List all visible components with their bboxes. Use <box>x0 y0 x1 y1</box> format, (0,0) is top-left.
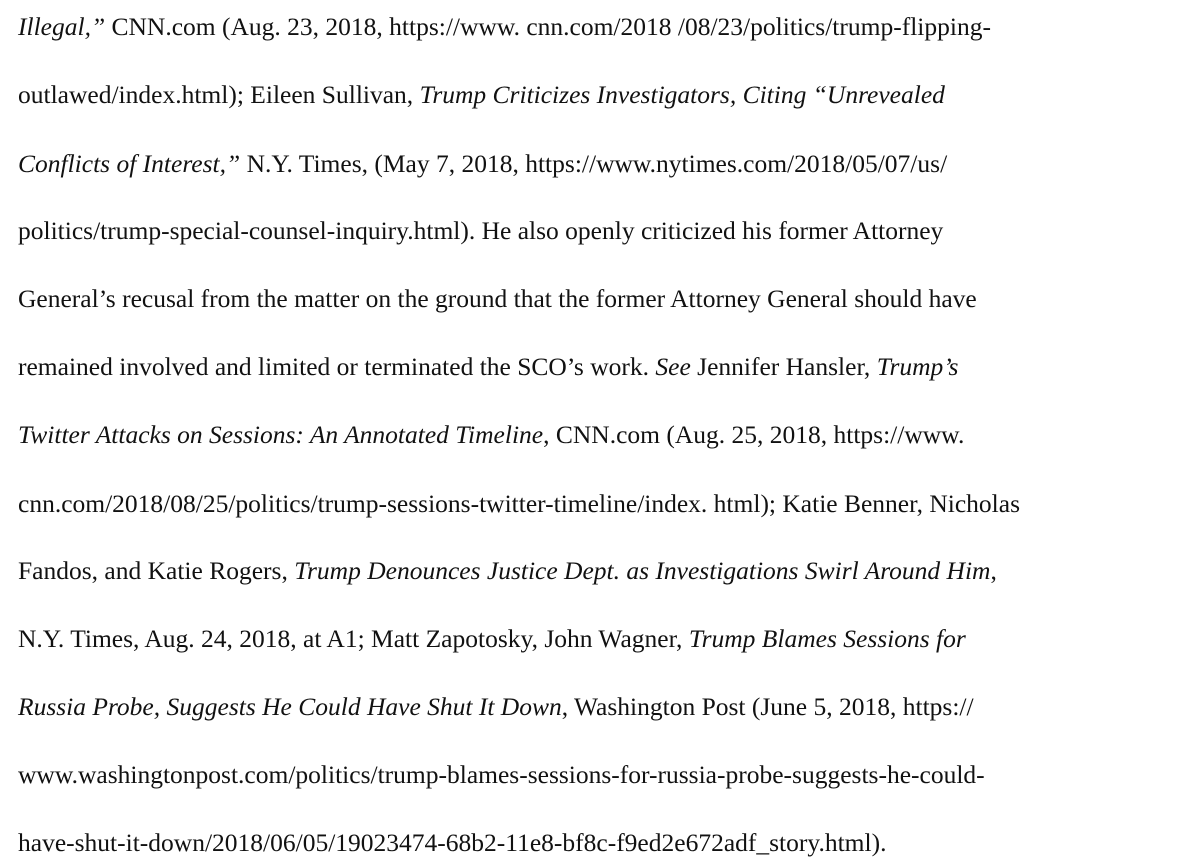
body-text: remained involved and limited or terminated the SCO’s work. <box>18 352 656 381</box>
text-line-7 <box>18 418 964 452</box>
citation-text: Jennifer Hansler, <box>690 352 877 381</box>
text-line-9 <box>18 554 997 588</box>
text-line-1 <box>18 10 991 44</box>
citation-text: , CNN.com (Aug. 25, 2018, https://www. <box>543 420 965 449</box>
body-text: General’s recusal from the matter on the ground that the former Attorney General should have <box>18 284 977 313</box>
signal-see-italic: See <box>655 352 691 381</box>
article-title-italic: Trump Criticizes Investigators, Citing “Unrevealed <box>419 80 945 109</box>
citation-text: Fandos, and Katie Rogers, <box>18 556 295 585</box>
text-line-2 <box>18 78 945 112</box>
citation-text: , Washington Post (June 5, 2018, https:// <box>561 692 974 721</box>
article-title-italic: Trump’s <box>876 352 959 381</box>
citation-url: have-shut-it-down/2018/06/05/19023474-68b2-11e8-bf8c-f9ed2e672adf_story.html). <box>18 828 887 857</box>
text-line-10 <box>18 622 966 656</box>
citation-text: , <box>990 556 997 585</box>
text-line-13 <box>18 826 886 860</box>
text-line-12 <box>18 758 985 792</box>
text-line-8 <box>18 487 1020 521</box>
case-title-italic: Illegal,” <box>18 12 106 41</box>
body-text: politics/trump-special-counsel-inquiry.html). He also openly criticized his former Attorney <box>18 216 944 245</box>
citation-text: outlawed/index.html); Eileen Sullivan, <box>18 80 420 109</box>
article-title-italic: Conflicts of Interest,” <box>18 149 241 178</box>
article-title-italic: Trump Denounces Justice Dept. as Investigations Swirl Around Him <box>294 556 991 585</box>
article-title-italic: Russia Probe, Suggests He Could Have Shut It Down <box>18 692 562 721</box>
citation-text: CNN.com (Aug. 23, 2018, https://www. cnn.com/2018 /08/23/politics/trump-flipping- <box>105 12 991 41</box>
citation-text: N.Y. Times, Aug. 24, 2018, at A1; Matt Zapotosky, John Wagner, <box>18 624 689 653</box>
citation-url: www.washingtonpost.com/politics/trump-blames-sessions-for-russia-probe-suggests-he-could- <box>18 760 985 789</box>
citation-text: N.Y. Times, (May 7, 2018, https://www.nytimes.com/2018/05/07/us/ <box>240 149 948 178</box>
text-line-6 <box>18 350 958 384</box>
text-line-11 <box>18 690 974 724</box>
article-title-italic: Twitter Attacks on Sessions: An Annotated Timeline <box>18 420 544 449</box>
text-line-3 <box>18 147 947 181</box>
text-line-4 <box>18 214 943 248</box>
text-line-5 <box>18 282 977 316</box>
article-title-italic: Trump Blames Sessions for <box>688 624 966 653</box>
citation-text: cnn.com/2018/08/25/politics/trump-sessions-twitter-timeline/index. html); Katie Benner, Nicholas <box>18 489 1020 518</box>
